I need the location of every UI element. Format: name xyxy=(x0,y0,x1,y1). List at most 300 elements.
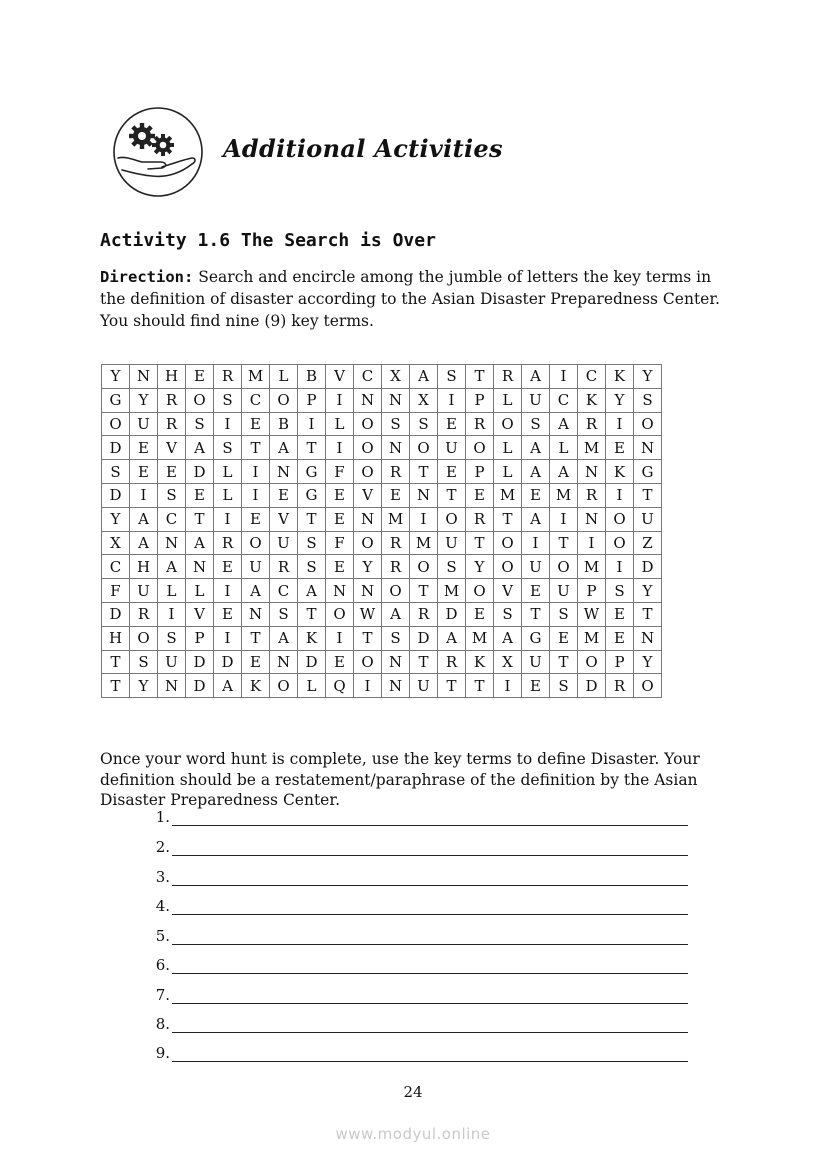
grid-cell[interactable]: N xyxy=(270,650,298,674)
grid-cell[interactable]: R xyxy=(606,674,634,698)
grid-cell[interactable]: A xyxy=(186,531,214,555)
grid-cell[interactable]: I xyxy=(354,674,382,698)
grid-cell[interactable]: O xyxy=(634,674,662,698)
grid-cell[interactable]: A xyxy=(550,460,578,484)
grid-cell[interactable]: E xyxy=(186,365,214,389)
grid-cell[interactable]: T xyxy=(438,674,466,698)
grid-cell[interactable]: H xyxy=(102,626,130,650)
grid-cell[interactable]: I xyxy=(550,365,578,389)
grid-cell[interactable]: N xyxy=(634,626,662,650)
grid-cell[interactable]: S xyxy=(298,555,326,579)
grid-cell[interactable]: E xyxy=(214,555,242,579)
grid-cell[interactable]: I xyxy=(438,388,466,412)
grid-cell[interactable]: N xyxy=(578,460,606,484)
grid-cell[interactable]: O xyxy=(410,436,438,460)
grid-cell[interactable]: E xyxy=(158,460,186,484)
grid-cell[interactable]: G xyxy=(298,483,326,507)
grid-cell[interactable]: V xyxy=(270,507,298,531)
grid-cell[interactable]: S xyxy=(438,365,466,389)
grid-cell[interactable]: Y xyxy=(102,365,130,389)
grid-cell[interactable]: A xyxy=(522,460,550,484)
grid-cell[interactable]: S xyxy=(382,626,410,650)
grid-cell[interactable]: U xyxy=(410,674,438,698)
grid-cell[interactable]: N xyxy=(382,674,410,698)
grid-cell[interactable]: A xyxy=(522,507,550,531)
grid-cell[interactable]: U xyxy=(158,650,186,674)
grid-cell[interactable]: R xyxy=(130,602,158,626)
grid-cell[interactable]: T xyxy=(410,650,438,674)
grid-cell[interactable]: O xyxy=(270,674,298,698)
answer-blank[interactable] xyxy=(172,1031,688,1033)
grid-cell[interactable]: U xyxy=(550,579,578,603)
grid-cell[interactable]: S xyxy=(214,436,242,460)
grid-cell[interactable]: I xyxy=(494,674,522,698)
grid-cell[interactable]: K xyxy=(606,460,634,484)
grid-cell[interactable]: N xyxy=(158,674,186,698)
grid-cell[interactable]: B xyxy=(270,412,298,436)
grid-cell[interactable]: S xyxy=(522,412,550,436)
grid-cell[interactable]: U xyxy=(522,650,550,674)
answer-line[interactable] xyxy=(146,984,688,1006)
grid-cell[interactable]: V xyxy=(354,483,382,507)
grid-cell[interactable]: E xyxy=(130,460,158,484)
grid-cell[interactable]: T xyxy=(298,507,326,531)
grid-cell[interactable]: S xyxy=(550,674,578,698)
grid-cell[interactable]: T xyxy=(242,436,270,460)
grid-cell[interactable]: S xyxy=(158,626,186,650)
grid-cell[interactable]: E xyxy=(522,579,550,603)
grid-cell[interactable]: C xyxy=(550,388,578,412)
grid-cell[interactable]: P xyxy=(466,388,494,412)
grid-cell[interactable]: T xyxy=(466,674,494,698)
grid-cell[interactable]: L xyxy=(494,388,522,412)
grid-cell[interactable]: C xyxy=(270,579,298,603)
grid-cell[interactable]: T xyxy=(550,650,578,674)
grid-cell[interactable]: O xyxy=(550,555,578,579)
grid-cell[interactable]: D xyxy=(410,626,438,650)
grid-cell[interactable]: I xyxy=(522,531,550,555)
grid-cell[interactable]: E xyxy=(522,483,550,507)
grid-cell[interactable]: S xyxy=(410,412,438,436)
grid-cell[interactable]: K xyxy=(242,674,270,698)
grid-cell[interactable]: O xyxy=(354,531,382,555)
grid-cell[interactable]: A xyxy=(550,412,578,436)
grid-cell[interactable]: P xyxy=(298,388,326,412)
grid-cell[interactable]: T xyxy=(298,602,326,626)
grid-cell[interactable]: D xyxy=(102,602,130,626)
grid-cell[interactable]: A xyxy=(494,626,522,650)
answer-blank[interactable] xyxy=(172,884,688,886)
grid-cell[interactable]: D xyxy=(186,460,214,484)
grid-cell[interactable]: R xyxy=(158,388,186,412)
grid-cell[interactable]: K xyxy=(298,626,326,650)
grid-cell[interactable]: T xyxy=(438,483,466,507)
grid-cell[interactable]: R xyxy=(158,412,186,436)
grid-cell[interactable]: E xyxy=(550,626,578,650)
grid-cell[interactable]: E xyxy=(522,674,550,698)
grid-cell[interactable]: M xyxy=(382,507,410,531)
grid-cell[interactable]: C xyxy=(578,365,606,389)
grid-cell[interactable]: E xyxy=(326,555,354,579)
grid-cell[interactable]: O xyxy=(634,412,662,436)
grid-cell[interactable]: K xyxy=(466,650,494,674)
grid-cell[interactable]: K xyxy=(606,365,634,389)
answer-blank[interactable] xyxy=(172,854,688,856)
grid-cell[interactable]: A xyxy=(410,365,438,389)
grid-cell[interactable]: L xyxy=(494,436,522,460)
grid-cell[interactable]: T xyxy=(410,460,438,484)
grid-cell[interactable]: F xyxy=(326,531,354,555)
grid-cell[interactable]: O xyxy=(606,531,634,555)
grid-cell[interactable]: D xyxy=(578,674,606,698)
grid-cell[interactable]: I xyxy=(326,388,354,412)
grid-cell[interactable]: A xyxy=(214,674,242,698)
grid-cell[interactable]: E xyxy=(438,412,466,436)
answer-line[interactable] xyxy=(146,1013,688,1035)
grid-cell[interactable]: D xyxy=(186,674,214,698)
grid-cell[interactable]: N xyxy=(382,436,410,460)
grid-cell[interactable]: T xyxy=(242,626,270,650)
grid-cell[interactable]: O xyxy=(242,531,270,555)
grid-cell[interactable]: G xyxy=(102,388,130,412)
grid-cell[interactable]: A xyxy=(270,436,298,460)
grid-cell[interactable]: A xyxy=(522,365,550,389)
grid-cell[interactable]: O xyxy=(438,507,466,531)
grid-cell[interactable]: E xyxy=(606,436,634,460)
grid-cell[interactable]: G xyxy=(522,626,550,650)
grid-cell[interactable]: F xyxy=(326,460,354,484)
grid-cell[interactable]: S xyxy=(382,412,410,436)
answer-blank[interactable] xyxy=(172,972,688,974)
grid-cell[interactable]: R xyxy=(214,531,242,555)
answer-line[interactable] xyxy=(146,1042,688,1064)
grid-cell[interactable]: T xyxy=(186,507,214,531)
grid-cell[interactable]: H xyxy=(130,555,158,579)
grid-cell[interactable]: R xyxy=(466,412,494,436)
grid-cell[interactable]: Y xyxy=(130,388,158,412)
grid-cell[interactable]: U xyxy=(522,388,550,412)
grid-cell[interactable]: O xyxy=(606,507,634,531)
grid-cell[interactable]: O xyxy=(466,436,494,460)
grid-cell[interactable]: I xyxy=(130,483,158,507)
grid-cell[interactable]: Z xyxy=(634,531,662,555)
grid-cell[interactable]: D xyxy=(298,650,326,674)
grid-cell[interactable]: Y xyxy=(634,579,662,603)
grid-cell[interactable]: I xyxy=(326,436,354,460)
grid-cell[interactable]: L xyxy=(214,483,242,507)
grid-cell[interactable]: K xyxy=(578,388,606,412)
grid-cell[interactable]: N xyxy=(354,388,382,412)
grid-cell[interactable]: T xyxy=(634,602,662,626)
grid-cell[interactable]: D xyxy=(634,555,662,579)
grid-cell[interactable]: E xyxy=(466,483,494,507)
grid-cell[interactable]: S xyxy=(550,602,578,626)
grid-cell[interactable]: T xyxy=(298,436,326,460)
grid-cell[interactable]: L xyxy=(298,674,326,698)
grid-cell[interactable]: A xyxy=(186,436,214,460)
grid-cell[interactable]: L xyxy=(494,460,522,484)
grid-cell[interactable]: B xyxy=(298,365,326,389)
grid-cell[interactable]: E xyxy=(242,507,270,531)
grid-cell[interactable]: N xyxy=(578,507,606,531)
grid-cell[interactable]: E xyxy=(270,483,298,507)
grid-cell[interactable]: V xyxy=(326,365,354,389)
grid-cell[interactable]: R xyxy=(270,555,298,579)
grid-cell[interactable]: P xyxy=(466,460,494,484)
grid-cell[interactable]: P xyxy=(578,579,606,603)
grid-cell[interactable]: S xyxy=(270,602,298,626)
grid-cell[interactable]: T xyxy=(102,674,130,698)
grid-cell[interactable]: W xyxy=(354,602,382,626)
grid-cell[interactable]: S xyxy=(130,650,158,674)
grid-cell[interactable]: T xyxy=(354,626,382,650)
grid-cell[interactable]: N xyxy=(158,531,186,555)
grid-cell[interactable]: E xyxy=(186,483,214,507)
grid-cell[interactable]: N xyxy=(242,602,270,626)
grid-cell[interactable]: S xyxy=(298,531,326,555)
grid-cell[interactable]: N xyxy=(270,460,298,484)
grid-cell[interactable]: U xyxy=(438,531,466,555)
grid-cell[interactable]: T xyxy=(550,531,578,555)
grid-cell[interactable]: E xyxy=(242,412,270,436)
grid-cell[interactable]: D xyxy=(214,650,242,674)
grid-cell[interactable]: I xyxy=(410,507,438,531)
grid-cell[interactable]: I xyxy=(606,555,634,579)
grid-cell[interactable]: E xyxy=(438,460,466,484)
grid-cell[interactable]: A xyxy=(158,555,186,579)
grid-cell[interactable]: O xyxy=(494,555,522,579)
grid-cell[interactable]: A xyxy=(298,579,326,603)
grid-cell[interactable]: O xyxy=(382,579,410,603)
grid-cell[interactable]: O xyxy=(102,412,130,436)
grid-cell[interactable]: Y xyxy=(634,650,662,674)
grid-cell[interactable]: R xyxy=(578,412,606,436)
grid-cell[interactable]: I xyxy=(578,531,606,555)
grid-cell[interactable]: N xyxy=(130,365,158,389)
grid-cell[interactable]: T xyxy=(102,650,130,674)
grid-cell[interactable]: U xyxy=(522,555,550,579)
grid-cell[interactable]: L xyxy=(270,365,298,389)
grid-cell[interactable]: S xyxy=(438,555,466,579)
answer-line[interactable] xyxy=(146,895,688,917)
grid-cell[interactable]: M xyxy=(438,579,466,603)
grid-cell[interactable]: M xyxy=(578,436,606,460)
answer-line[interactable] xyxy=(146,836,688,858)
grid-cell[interactable]: N xyxy=(354,507,382,531)
grid-cell[interactable]: O xyxy=(270,388,298,412)
grid-cell[interactable]: I xyxy=(214,507,242,531)
grid-cell[interactable]: O xyxy=(354,436,382,460)
grid-cell[interactable]: O xyxy=(578,650,606,674)
grid-cell[interactable]: T xyxy=(634,483,662,507)
grid-cell[interactable]: I xyxy=(158,602,186,626)
grid-cell[interactable]: M xyxy=(494,483,522,507)
grid-cell[interactable]: E xyxy=(466,602,494,626)
grid-cell[interactable]: N xyxy=(354,579,382,603)
grid-cell[interactable]: I xyxy=(214,412,242,436)
grid-cell[interactable]: S xyxy=(214,388,242,412)
answer-blank[interactable] xyxy=(172,1002,688,1004)
grid-cell[interactable]: R xyxy=(214,365,242,389)
grid-cell[interactable]: U xyxy=(270,531,298,555)
grid-cell[interactable]: T xyxy=(466,365,494,389)
grid-cell[interactable]: X xyxy=(410,388,438,412)
grid-cell[interactable]: U xyxy=(130,412,158,436)
grid-cell[interactable]: E xyxy=(326,507,354,531)
grid-cell[interactable]: O xyxy=(354,650,382,674)
grid-cell[interactable]: L xyxy=(550,436,578,460)
grid-cell[interactable]: P xyxy=(186,626,214,650)
answer-blank[interactable] xyxy=(172,1060,688,1062)
grid-cell[interactable]: Q xyxy=(326,674,354,698)
grid-cell[interactable]: T xyxy=(494,507,522,531)
grid-cell[interactable]: Y xyxy=(354,555,382,579)
grid-cell[interactable]: C xyxy=(242,388,270,412)
grid-cell[interactable]: N xyxy=(382,650,410,674)
grid-cell[interactable]: U xyxy=(130,579,158,603)
grid-cell[interactable]: O xyxy=(130,626,158,650)
grid-cell[interactable]: R xyxy=(382,460,410,484)
grid-cell[interactable]: O xyxy=(354,460,382,484)
grid-cell[interactable]: M xyxy=(410,531,438,555)
grid-cell[interactable]: T xyxy=(522,602,550,626)
answer-line[interactable] xyxy=(146,866,688,888)
grid-cell[interactable]: C xyxy=(158,507,186,531)
grid-cell[interactable]: R xyxy=(438,650,466,674)
direction-text: Search and encircle among the jumble of letters the key terms in the definition of disaster according to the Asian Disaster Preparedness Center. You should find nine (9) key terms. xyxy=(100,268,720,330)
grid-cell[interactable]: R xyxy=(494,365,522,389)
answer-number: 6. xyxy=(155,956,170,974)
grid-cell[interactable]: A xyxy=(382,602,410,626)
grid-cell[interactable]: P xyxy=(606,650,634,674)
grid-cell[interactable]: D xyxy=(102,436,130,460)
grid-cell[interactable]: T xyxy=(410,579,438,603)
grid-cell[interactable]: I xyxy=(214,626,242,650)
grid-cell[interactable]: O xyxy=(354,412,382,436)
grid-cell[interactable]: C xyxy=(102,555,130,579)
grid-cell[interactable]: N xyxy=(186,555,214,579)
grid-cell[interactable]: A xyxy=(242,579,270,603)
grid-cell[interactable]: N xyxy=(634,436,662,460)
grid-cell[interactable]: H xyxy=(158,365,186,389)
grid-cell[interactable]: S xyxy=(186,412,214,436)
grid-cell[interactable]: E xyxy=(214,602,242,626)
grid-cell[interactable]: Y xyxy=(130,674,158,698)
grid-cell[interactable]: X xyxy=(102,531,130,555)
grid-cell[interactable]: M xyxy=(578,555,606,579)
grid-cell[interactable]: S xyxy=(158,483,186,507)
grid-cell[interactable]: L xyxy=(326,412,354,436)
grid-cell[interactable]: I xyxy=(326,626,354,650)
grid-cell[interactable]: I xyxy=(298,412,326,436)
grid-cell[interactable]: E xyxy=(606,602,634,626)
grid-cell[interactable]: M xyxy=(578,626,606,650)
grid-cell[interactable]: T xyxy=(466,531,494,555)
grid-cell[interactable]: L xyxy=(158,579,186,603)
grid-cell[interactable]: X xyxy=(382,365,410,389)
grid-cell[interactable]: O xyxy=(186,388,214,412)
grid-cell[interactable]: A xyxy=(130,531,158,555)
grid-cell[interactable]: U xyxy=(242,555,270,579)
grid-cell[interactable]: E xyxy=(326,483,354,507)
grid-cell[interactable]: Y xyxy=(102,507,130,531)
answer-line[interactable] xyxy=(146,954,688,976)
grid-cell[interactable]: Y xyxy=(634,365,662,389)
grid-cell[interactable]: U xyxy=(438,436,466,460)
grid-cell[interactable]: A xyxy=(438,626,466,650)
grid-cell[interactable]: E xyxy=(242,650,270,674)
grid-cell[interactable]: O xyxy=(494,531,522,555)
grid-cell[interactable]: Y xyxy=(606,388,634,412)
grid-cell[interactable]: M xyxy=(550,483,578,507)
grid-cell[interactable]: R xyxy=(382,531,410,555)
grid-cell[interactable]: I xyxy=(214,579,242,603)
grid-cell[interactable]: L xyxy=(214,460,242,484)
grid-cell[interactable]: D xyxy=(102,483,130,507)
grid-cell[interactable]: D xyxy=(186,650,214,674)
grid-cell[interactable]: V xyxy=(186,602,214,626)
grid-cell[interactable]: M xyxy=(466,626,494,650)
grid-cell[interactable]: C xyxy=(354,365,382,389)
grid-cell[interactable]: V xyxy=(158,436,186,460)
grid-cell[interactable]: G xyxy=(634,460,662,484)
grid-cell[interactable]: R xyxy=(410,602,438,626)
grid-cell[interactable]: S xyxy=(606,579,634,603)
grid-cell[interactable]: E xyxy=(382,483,410,507)
grid-cell[interactable]: D xyxy=(438,602,466,626)
grid-cell[interactable]: R xyxy=(382,555,410,579)
answer-blank[interactable] xyxy=(172,824,688,826)
grid-cell[interactable]: R xyxy=(578,483,606,507)
grid-cell[interactable]: W xyxy=(578,602,606,626)
grid-cell[interactable]: V xyxy=(494,579,522,603)
grid-cell[interactable]: I xyxy=(606,412,634,436)
grid-cell[interactable]: I xyxy=(550,507,578,531)
grid-cell[interactable]: R xyxy=(466,507,494,531)
grid-cell[interactable]: A xyxy=(270,626,298,650)
grid-cell[interactable]: Y xyxy=(466,555,494,579)
grid-cell[interactable]: G xyxy=(298,460,326,484)
answer-line[interactable] xyxy=(146,806,688,828)
grid-cell[interactable]: I xyxy=(242,483,270,507)
grid-cell[interactable]: S xyxy=(102,460,130,484)
grid-cell[interactable]: I xyxy=(242,460,270,484)
grid-cell[interactable]: S xyxy=(494,602,522,626)
grid-cell[interactable]: F xyxy=(102,579,130,603)
grid-cell[interactable]: N xyxy=(410,483,438,507)
grid-cell[interactable]: E xyxy=(326,650,354,674)
grid-cell[interactable]: S xyxy=(634,388,662,412)
answer-line[interactable] xyxy=(146,925,688,947)
grid-cell[interactable]: N xyxy=(326,579,354,603)
grid-cell[interactable]: I xyxy=(606,483,634,507)
answer-blank[interactable] xyxy=(172,913,688,915)
grid-cell[interactable]: A xyxy=(130,507,158,531)
grid-cell[interactable]: X xyxy=(494,650,522,674)
grid-cell[interactable]: O xyxy=(326,602,354,626)
grid-cell[interactable]: M xyxy=(242,365,270,389)
grid-cell[interactable]: N xyxy=(382,388,410,412)
grid-cell[interactable]: L xyxy=(186,579,214,603)
grid-cell[interactable]: O xyxy=(494,412,522,436)
grid-cell[interactable]: E xyxy=(606,626,634,650)
grid-cell[interactable]: E xyxy=(130,436,158,460)
grid-cell[interactable]: O xyxy=(466,579,494,603)
answer-blank[interactable] xyxy=(172,943,688,945)
grid-cell[interactable]: O xyxy=(410,555,438,579)
grid-cell[interactable]: U xyxy=(634,507,662,531)
grid-cell[interactable]: A xyxy=(522,436,550,460)
